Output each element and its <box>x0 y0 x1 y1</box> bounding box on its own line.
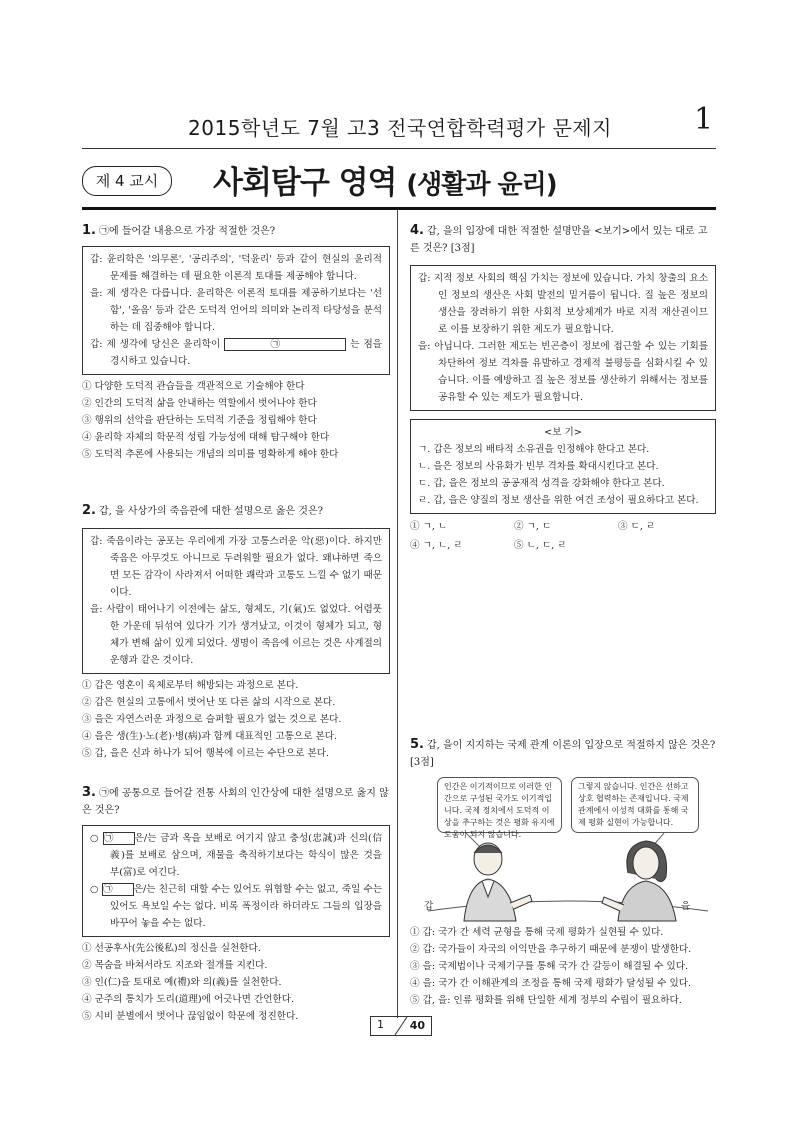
choice-3[interactable]: ③ 을은 자연스러운 과정으로 슬퍼할 필요가 없는 것으로 본다. <box>82 714 342 725</box>
choice-1[interactable]: ① ㄱ, ㄴ <box>410 521 448 532</box>
boki-item: ㄴ. 을은 정보의 사유화가 빈부 격차를 확대시킨다고 본다. <box>418 461 659 472</box>
passage-text: 는 점을 경시하고 있습니다. <box>110 339 382 367</box>
column-divider <box>397 210 398 1018</box>
question-3 <box>82 784 390 1025</box>
passage-line: 갑: 지적 정보 사회의 핵심 가치는 정보에 있습니다. 가치 창출의 요소인 정보의 생산은 사회 발전의 밑거름이 됩니다. 질 높은 정보의 생산을 장려하기 위한 사회적 보상체계가 바로 지적 재산권이므로 이를 보장하기 위한 제도가 필요합니다. <box>418 273 708 335</box>
question-4-choices <box>410 518 716 554</box>
footer-page: 1 <box>377 1018 384 1031</box>
choice-1[interactable]: ① 다양한 도덕적 관습들을 객관적으로 기술해야 한다 <box>82 381 305 392</box>
question-2 <box>82 502 390 762</box>
footer-page-badge <box>370 1016 432 1036</box>
passage-line <box>90 881 382 932</box>
question-1 <box>82 222 390 463</box>
passage-line: 을: 아닙니다. 그러한 제도는 빈곤층이 정보에 접근할 수 있는 기회를 차단하여 정보 격차를 유발하고 경제적 불평등을 심화시킬 수 있습니다. 이를 예방하고 질 높은 정보를 생산하기 위해서는 정보를 공유할 수 있는 제도가 필요합니다. <box>418 341 708 403</box>
passage-line: 을: 제 생각은 다릅니다. 윤리학은 이론적 토대를 제공하기보다는 '선함', '올음' 등과 같은 도덕적 언어의 의미와 논리적 타당성을 분석하는 데 집중해야 합니다. <box>90 288 382 333</box>
question-1-text: ㉠에 들어갈 내용으로 가장 적절한 것은? <box>98 226 276 237</box>
subject-title <box>213 157 557 202</box>
question-5-number: 5. <box>410 737 424 752</box>
period-badge: 제 4 교시 <box>82 166 172 196</box>
choice-3[interactable]: ③ 행위의 선악을 판단하는 도덕적 기준을 정립해야 한다 <box>82 415 317 426</box>
question-5-text: 갑, 을이 지지하는 국제 관계 이론의 입장으로 적절하지 않은 것은? [3점] <box>410 740 716 768</box>
choice-4[interactable]: ④ 을: 국가 간 이해관계의 조정을 통해 국제 평화가 달성될 수 있다. <box>410 978 692 989</box>
choice-4[interactable]: ④ ㄱ, ㄴ, ㄹ <box>410 540 463 551</box>
passage-line: 갑: 윤리학은 '의무론', '공리주의', '덕윤리' 등과 같이 현실의 윤리적 문제를 해결하는 데 필요한 이론적 토대를 제공해야 합니다. <box>90 254 382 282</box>
page-number: 1 <box>694 102 714 137</box>
question-4-number: 4. <box>410 223 424 238</box>
subject-subtitle: (생활과 윤리) <box>406 170 557 200</box>
question-3-choices <box>82 940 390 1025</box>
question-3-text: ㉠에 공통으로 들어갈 전통 사회의 인간상에 대한 설명으로 옳지 않은 것은? <box>82 788 389 816</box>
choice-2[interactable]: ② ㄱ, ㄷ <box>514 521 552 532</box>
question-2-number: 2. <box>82 503 96 518</box>
question-1-choices <box>82 378 390 463</box>
question-4-text: 갑, 을의 입장에 대한 적절한 설명만을 <보기>에서 있는 대로 고른 것은? [3점] <box>410 226 708 254</box>
debate-illustration <box>418 833 716 925</box>
choice-4[interactable]: ④ 을은 생(生)·노(老)·병(病)과 함께 대표적인 고통으로 본다. <box>82 731 338 742</box>
choice-5[interactable]: ⑤ 갑, 을은 신과 하나가 되어 행복에 이르는 수단으로 본다. <box>82 748 330 759</box>
choice-1[interactable]: ① 선공후사(先公後私)의 정신을 실천한다. <box>82 943 261 954</box>
choice-4[interactable]: ④ 윤리학 자체의 학문적 성립 가능성에 대해 탐구해야 한다 <box>82 432 330 443</box>
footer-total: 40 <box>409 1019 425 1032</box>
choice-2[interactable]: ② 갑은 현실의 고통에서 벗어난 또 다른 삶의 시작으로 본다. <box>82 697 336 708</box>
question-5 <box>410 736 716 771</box>
choice-4[interactable]: ④ 군주의 통치가 도리(道理)에 어긋나면 간언한다. <box>82 994 295 1005</box>
speech-bubble-eul: 그렇지 않습니다. 인간은 선하고 상호 협력하는 존재입니다. 국제 관계에서 이성적 대화를 통해 국제 평화 실현이 가능합니다. <box>571 777 699 833</box>
exam-header-title: 2015학년도 7월 고3 전국연합학력평가 문제지 <box>188 116 612 140</box>
question-2-choices <box>82 677 390 762</box>
blank-box: ㉠ <box>103 832 135 845</box>
question-1-passage <box>82 246 390 375</box>
blank-box: ㉠ <box>224 338 346 351</box>
question-2-text: 갑, 을 사상가의 죽음관에 대한 설명으로 옳은 것은? <box>98 506 323 517</box>
passage-text: 갑: 제 생각에 당신은 윤리학이 <box>90 339 221 350</box>
choice-3[interactable]: ③ ㄷ, ㄹ <box>618 521 656 532</box>
question-4-stem <box>410 222 716 257</box>
choice-5[interactable]: ⑤ 도덕적 추론에 사용되는 개념의 의미를 명확하게 해야 한다 <box>82 449 339 460</box>
label-gap: 갑 <box>424 901 434 912</box>
choice-1[interactable]: ① 갑: 국가 간 세력 균형을 통해 국제 평화가 실현될 수 있다. <box>410 927 664 938</box>
choice-3[interactable]: ③ 인(仁)을 토대로 예(禮)와 의(義)를 실천한다. <box>82 977 282 988</box>
question-3-passage <box>82 825 390 937</box>
subject-name: 사회탐구 영역 <box>213 165 397 201</box>
question-4 <box>410 222 716 554</box>
bullet: ○ <box>90 833 99 844</box>
boki-item: ㄱ. 갑은 정보의 배타적 소유권을 인정해야 한다고 본다. <box>418 444 650 455</box>
bullet: ○ <box>90 884 99 895</box>
question-5-choices <box>410 924 716 1009</box>
header-divider <box>82 148 716 149</box>
question-3-number: 3. <box>82 785 96 800</box>
passage-line: 을: 사람이 태어나기 이전에는 삶도, 형체도, 기(氣)도 없었다. 어렴풋한 가운데 뒤섞여 있다가 기가 생겨났고, 이것이 형체가 되고, 형체가 변해 삶이 있게 되었다. 생명이 죽음에 이르는 것은 사계절의 운행과 같은 것이다. <box>90 604 382 666</box>
choice-2[interactable]: ② 갑: 국가들이 자국의 이익만을 추구하기 때문에 분쟁이 발생한다. <box>410 944 692 955</box>
title-underline <box>82 207 716 210</box>
choice-5[interactable]: ⑤ ㄴ, ㄷ, ㄹ <box>514 540 567 551</box>
passage-line: 갑: 죽음이라는 공포는 우리에게 가장 고통스러운 악(惡)이다. 하지만 죽음은 아무것도 아니므로 두려워할 필요가 없다. 왜냐하면 죽으면 모든 감각이 사라져서 어떠한 쾌락과 고통도 느낄 수 없기 때문이다. <box>90 536 382 598</box>
question-1-number: 1. <box>82 223 96 238</box>
choice-5[interactable]: ⑤ 갑, 을: 인류 평화를 위해 단일한 세계 정부의 수립이 필요하다. <box>410 995 682 1006</box>
boki-label: <보 기> <box>544 427 582 438</box>
choice-2[interactable]: ② 인간의 도덕적 삶을 안내하는 역할에서 벗어나야 한다 <box>82 398 317 409</box>
boki-item: ㄹ. 갑, 을은 양질의 정보 생산을 위한 여건 조성이 필요하다고 본다. <box>418 495 699 506</box>
label-eul: 을 <box>681 901 691 912</box>
choice-2[interactable]: ② 목숨을 바쳐서라도 지조와 절개를 지킨다. <box>82 960 268 971</box>
passage-text: 은/는 친근히 대할 수는 있어도 위협할 수는 없고, 죽일 수는 있어도 욕보일 수는 없다. 비록 폭정이라 하더라도 그들의 입장을 바꾸어 놓을 수는 없다. <box>110 884 382 929</box>
question-2-stem <box>82 502 390 520</box>
passage-text: 은/는 금과 옥을 보배로 여기지 않고 충성(忠誠)과 신의(信義)를 보배로 삼으며, 재물을 축적하기보다는 학식이 많은 것을 부(富)로 여긴다. <box>110 833 382 878</box>
passage-line <box>90 830 382 881</box>
passage-line <box>90 336 382 370</box>
choice-1[interactable]: ① 갑은 영혼이 육체로부터 해방되는 과정으로 본다. <box>82 680 299 691</box>
boki-box <box>410 419 716 514</box>
choice-3[interactable]: ③ 을: 국제법이나 국제기구를 통해 국가 간 갈등이 해결될 수 있다. <box>410 961 689 972</box>
blank-box: ㉠ <box>102 883 134 896</box>
question-4-passage <box>410 265 716 411</box>
choice-5[interactable]: ⑤ 시비 분별에서 벗어나 끊임없이 학문에 정진한다. <box>82 1011 299 1022</box>
question-5-stem <box>410 736 716 771</box>
question-2-passage <box>82 528 390 674</box>
person-gap-icon <box>464 833 532 921</box>
question-1-stem <box>82 222 390 240</box>
boki-item: ㄷ. 갑, 을은 정보의 공공재적 성격을 강화해야 한다고 본다. <box>418 478 665 489</box>
person-eul-icon <box>602 833 676 921</box>
question-3-stem <box>82 784 390 819</box>
speech-bubble-gap: 인간은 이기적이므로 이러한 인간으로 구성된 국가도 이기적입니다. 국제 정치에서 도덕적 이상을 추구하는 것은 평화 유지에 도움이 되지 않습니다. <box>437 777 562 833</box>
